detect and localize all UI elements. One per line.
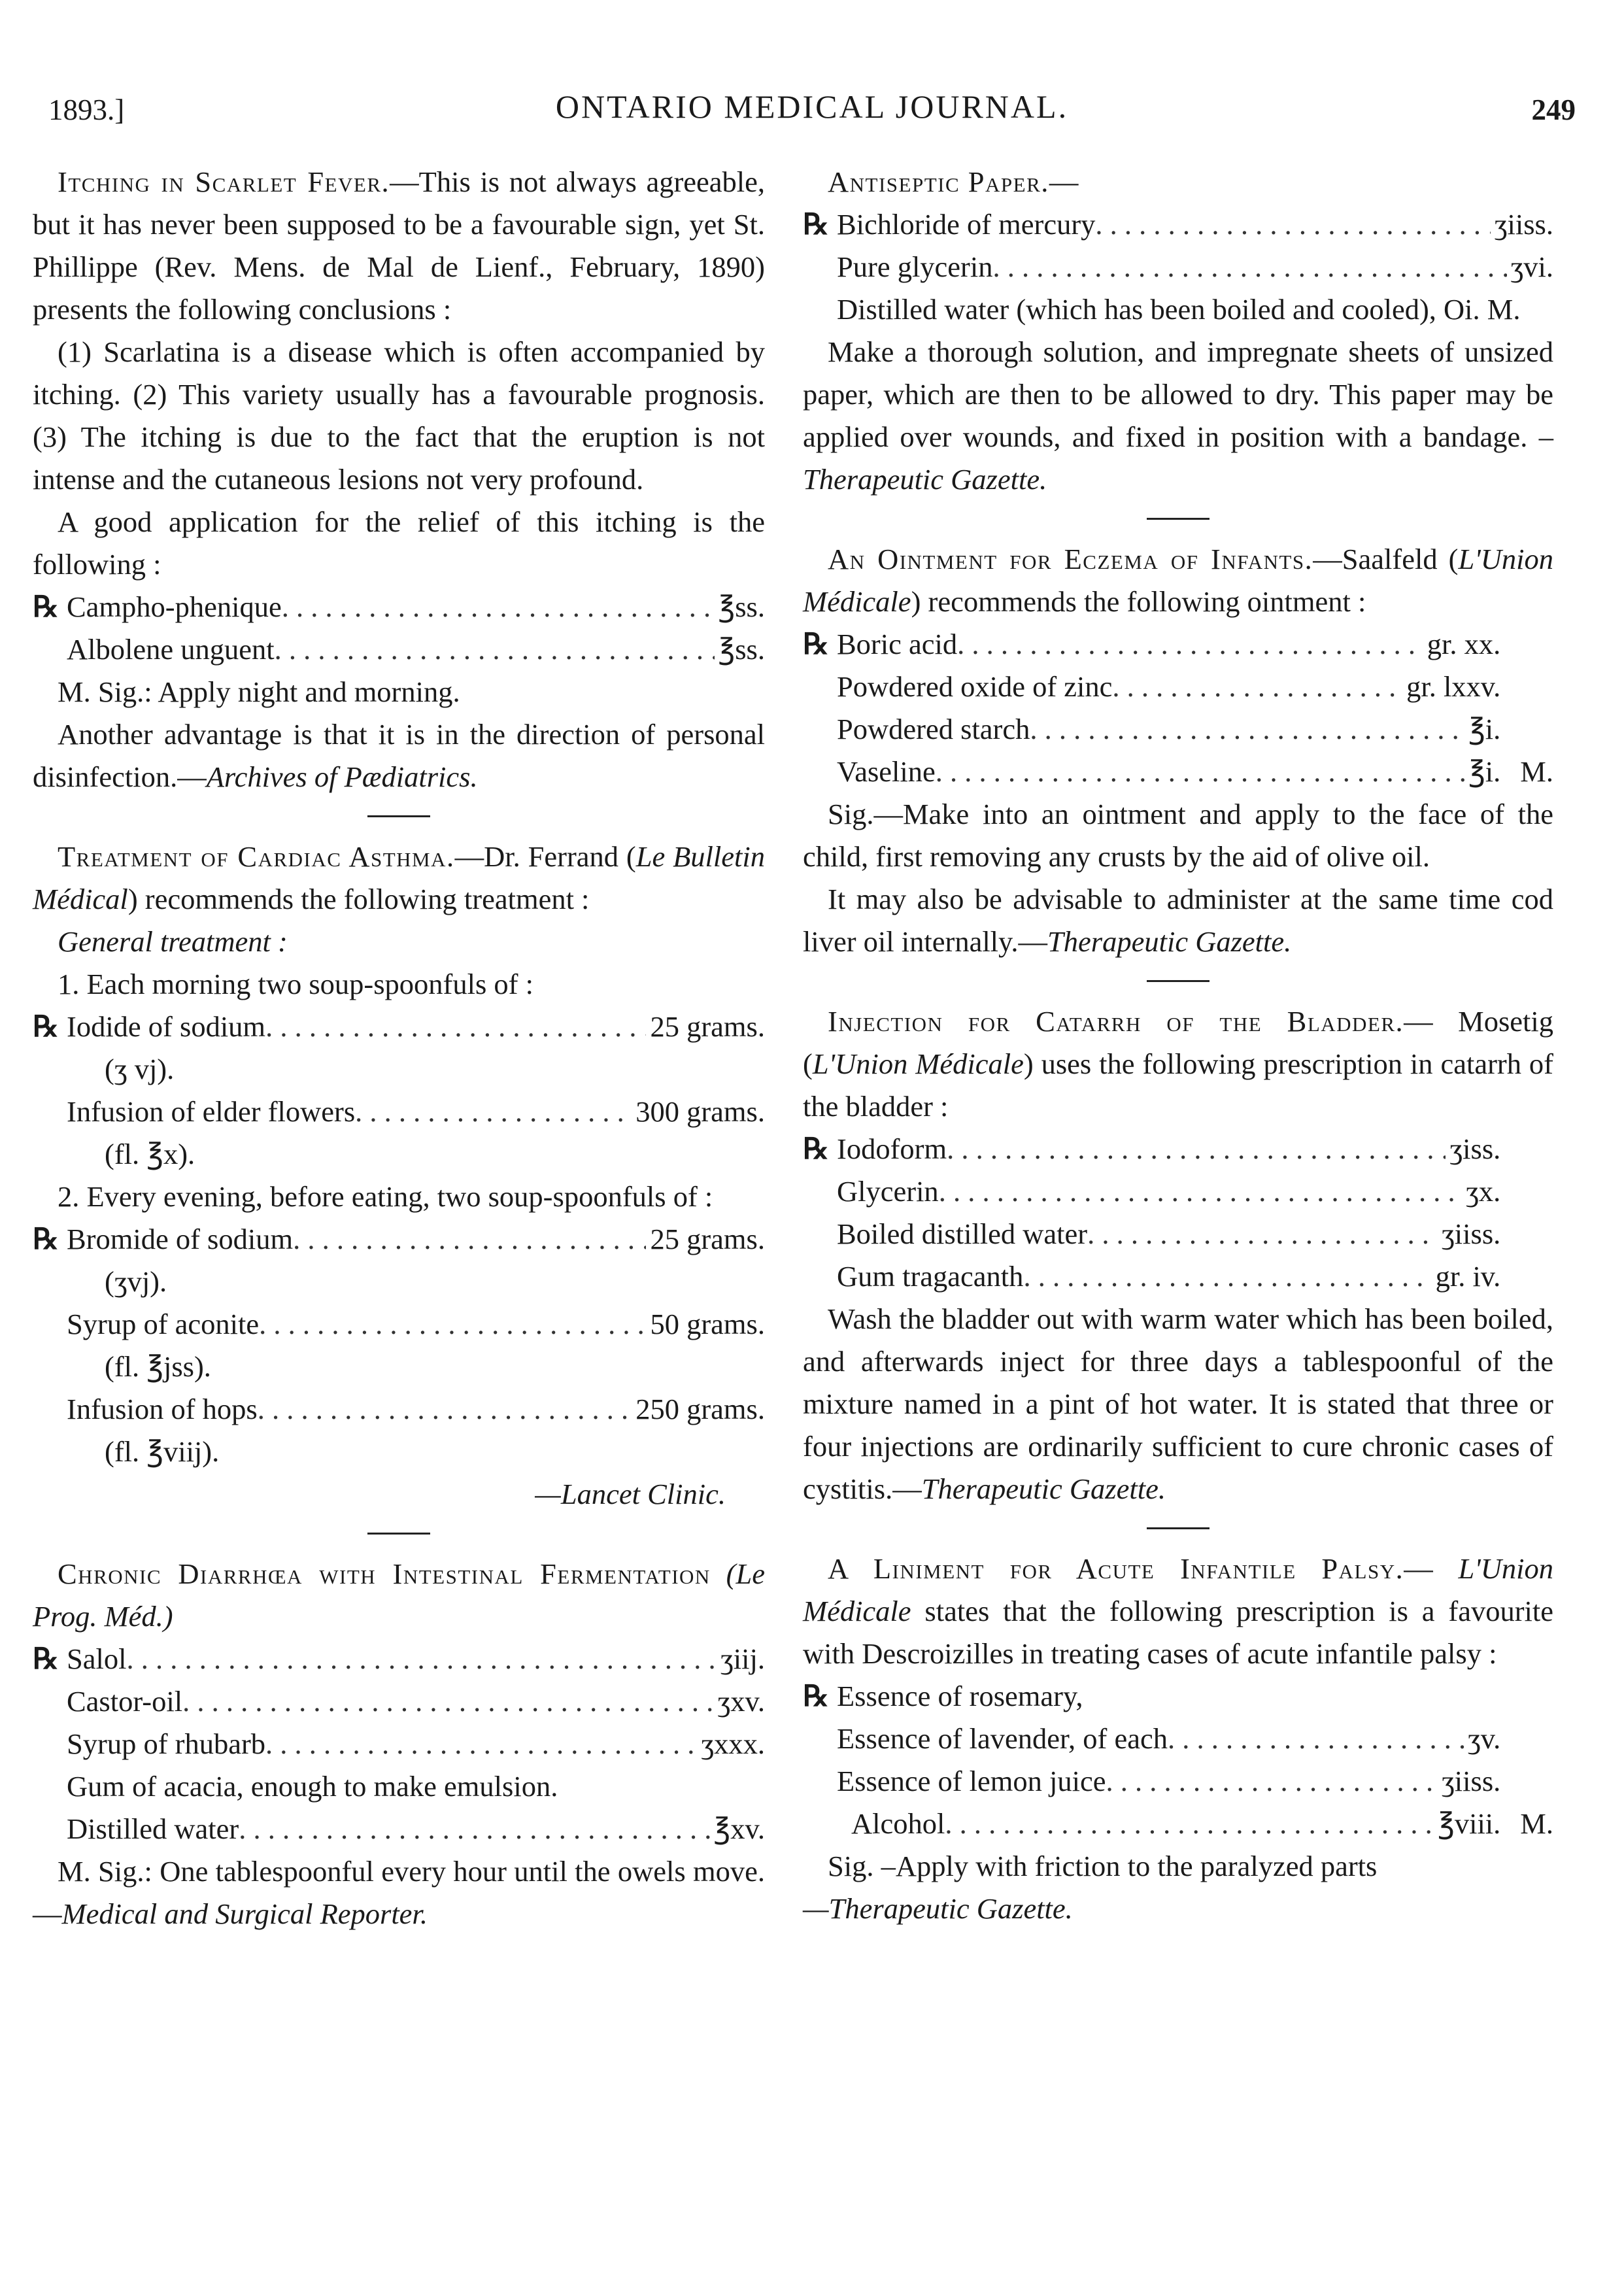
leader-dots [939,1170,1462,1213]
rx-line [803,1675,1553,1718]
rx-ingredient: Gum tragacanth [837,1260,1024,1293]
eczema-sig: Sig.—Make into an ointment and apply to the face of the child, first removing any crusts by the aid of olive oil. [803,798,1553,873]
article-bladder-catarrh [803,1000,1553,1510]
diarrhoea-sig: M. Sig.: One tablespoonful every hour until the owels move.—Medical and Surgical Reporter. [33,1855,765,1930]
article-antiseptic-paper [803,161,1553,501]
catarrh-intro-paragraph: Injection for Catarrh of the Bladder.— Mosetig (L'Union Médicale) uses the following prescription in catarrh of the bladder : [803,1005,1554,1123]
leader-dots [282,586,715,628]
article-title: Antiseptic Paper.— [828,165,1079,198]
rx-line [803,246,1553,288]
leader-dots [1106,1760,1438,1803]
page-number: 249 [1531,93,1576,126]
prescription-symbol: ℞ [803,208,829,241]
paper-title-paragraph [803,161,1553,203]
rx-mix-mark: M. [1520,1807,1553,1840]
leader-dots [945,1803,1434,1845]
rx-dose: ʒiiss. [1442,1217,1501,1250]
rx-line [33,1723,765,1765]
article-title: Itching in Scarlet Fever. [58,165,390,198]
rx-ingredient: Essence of lemon juice [837,1765,1106,1797]
leader-dots [239,1808,709,1850]
prescription-symbol: ℞ [803,1132,829,1165]
rx-line [803,203,1553,246]
leader-dots [293,1218,646,1261]
rx-apothecary-equivalent: (fl. ℥viij). [105,1435,220,1468]
rx-line [803,1760,1553,1803]
leader-dots [1087,1213,1438,1255]
rx-dose: gr. xx. [1427,628,1501,660]
leader-dots [182,1680,713,1723]
journal-reference: (Le Prog. Méd.) [33,1557,765,1633]
itching-conclusions: (1) Scarlatina is a disease which is often accompanied by itching. (2) This variety usually has a favourable prognosis. (3) The itching is due to the fact that the eruption is not intense and the cutaneous lesions not very profound. [33,335,765,496]
source-citation: Therapeutic Gazette. [921,1472,1166,1505]
section-divider [1147,518,1210,520]
rx-ingredient: Essence of rosemary, [837,1680,1083,1712]
article-title: A Liniment for Acute Infantile Palsy.— [828,1552,1434,1585]
rx-ingredient: Syrup of rhubarb [67,1727,266,1760]
itching-closing: Another advantage is that it is in the direction of personal disinfection.—Archives of Pædiatrics. [33,718,765,793]
rx-ingredient: Iodoform [837,1132,947,1165]
leader-dots [258,1388,632,1431]
rx-line [803,1803,1553,1845]
article-itching-scarlet-fever [33,161,765,798]
prescription-symbol: ℞ [803,1680,829,1712]
journal-reference: L'Union Médicale [812,1047,1024,1080]
itching-application: A good application for the relief of this itching is the following : [33,505,765,581]
leader-dots [355,1091,632,1133]
rx-line [33,1006,765,1048]
catarrh-instructions: Wash the bladder out with warm water which has been boiled, and afterwards inject for three days a tablespoonful of the mixture named in a pint of hot water. It is stated that three or four injections are ordinarily sufficient to cure chronic cases of cystitis.—Therapeutic Gazette. [803,1302,1553,1505]
itching-sig: M. Sig.: Apply night and morning. [58,675,460,708]
rx-ingredient: Powdered starch [837,713,1030,745]
leader-dots [947,1128,1446,1170]
article-title: An Ointment for Eczema of Infants. [828,543,1313,575]
rx-dose: gr. lxxv. [1406,670,1501,703]
rx-line [33,1388,765,1431]
rx-mix-mark: M. [1520,755,1553,788]
article-chronic-diarrhoea [33,1553,765,1935]
diarrhoea-title-paragraph [33,1553,765,1638]
header-year: 1893.] [48,93,125,126]
rx-dose: 300 grams. [635,1095,765,1128]
leader-dots [1023,1255,1431,1298]
leader-dots [1168,1718,1464,1760]
section-divider [1147,1527,1210,1529]
rx-line [33,1218,765,1261]
prescription-symbol: ℞ [803,628,829,660]
rx-dose: ℥viii. [1438,1807,1501,1840]
palsy-intro-paragraph: A Liniment for Acute Infantile Palsy.— L'Union Médicale states that the following prescription is a favourite with Descroizilles in treating cases of acute infantile palsy : [803,1552,1553,1670]
rx-dose: ʒiiss. [1494,208,1553,241]
rx-dose: ℥i. [1468,713,1501,745]
rx-line [33,1638,765,1680]
leader-dots [1112,666,1402,708]
rx-line [803,1718,1553,1760]
rx-ingredient: Powdered oxide of zinc [837,670,1113,703]
article-infantile-palsy [803,1548,1553,1930]
rx-apothecary-equivalent: (fl. ℥jss). [105,1350,211,1383]
rx-line [803,1128,1553,1170]
prescription-symbol: ℞ [33,590,59,623]
rx-mix-mark: M. [1487,293,1521,326]
source-citation: Medical and Surgical Reporter. [61,1897,428,1930]
asthma-intro-paragraph: Treatment of Cardiac Asthma.—Dr. Ferrand (Le Bulletin Médical) recommends the following treatment : [33,840,765,915]
rx-ingredient: Campho-phenique [67,590,282,623]
rx-dose: ʒxxx. [701,1727,765,1760]
rx-line [33,586,765,628]
journal-reference: L'Union Médicale [803,543,1553,618]
journal-title: ONTARIO MEDICAL JOURNAL. [555,88,1069,125]
rx-ingredient: Iodide of sodium [67,1010,266,1043]
rx-apothecary-equivalent: (ʒvj). [105,1265,167,1298]
rx-ingredient: Vaseline [837,755,936,788]
rx-ingredient: Distilled water [67,1812,239,1845]
rx-ingredient: Pure glycerin [837,250,993,283]
treatment-step-1: 1. Each morning two soup-spoonfuls of : [58,968,533,1000]
rx-dose: gr. iv. [1435,1260,1501,1293]
rx-ingredient: Boric acid [837,628,958,660]
prescription-symbol: ℞ [33,1223,59,1255]
source-citation: Archives of Pædiatrics. [206,760,478,793]
rx-dose: 25 grams. [650,1223,765,1255]
itching-intro: —This is not always agreeable, but it has never been supposed to be a favourable sign, yet St. Phillippe (Rev. Mens. de Mal de Lienf., February, 1890) presents the following conclusions : [33,165,766,326]
leader-dots [265,1723,697,1765]
rx-ingredient: Salol [67,1642,127,1675]
rx-gum-acacia: Gum of acacia, enough to make emulsion. [67,1770,558,1803]
rx-ingredient: Glycerin [837,1175,939,1208]
leader-dots [259,1303,646,1346]
leader-dots [265,1006,646,1048]
rx-line [33,1680,765,1723]
rx-line [33,1091,765,1133]
rx-apothecary-equivalent: (ʒ vj). [105,1053,175,1085]
page-header [39,73,1585,126]
eczema-advice: It may also be advisable to administer at the same time cod liver oil internally.—Therapeutic Gazette. [803,883,1553,958]
source-citation: —Lancet Clinic. [535,1478,726,1510]
article-eczema-ointment [803,538,1553,963]
rx-dose: ʒiss. [1449,1132,1501,1165]
section-divider [367,1533,430,1535]
rx-apothecary-equivalent: (fl. ℥x). [105,1138,195,1170]
source-citation: —Therapeutic Gazette. [803,1892,1073,1925]
leader-dots [1095,203,1490,246]
rx-ingredient: Boiled distilled water [837,1217,1088,1250]
rx-line [803,666,1553,708]
rx-line [803,1170,1553,1213]
rx-ingredient: Albolene unguent [67,633,275,666]
rx-line [803,1213,1553,1255]
rx-ingredient: Infusion of hops [67,1393,258,1425]
article-title: Treatment of Cardiac Asthma. [58,840,455,873]
rx-dose: ʒiiss. [1442,1765,1501,1797]
rx-ingredient: Infusion of elder flowers [67,1095,356,1128]
section-divider [1147,980,1210,982]
eczema-intro-paragraph: An Ointment for Eczema of Infants.—Saalfeld (L'Union Médicale) recommends the following ointment : [803,543,1553,618]
rx-line [803,1255,1553,1298]
rx-dose: ℥ss. [718,633,765,666]
general-treatment-heading: General treatment : [58,925,288,958]
right-column [803,161,1553,1930]
rx-line [803,751,1553,793]
rx-dose: ℥xv. [713,1812,765,1845]
leader-dots [936,751,1464,793]
rx-dose: ʒx. [1466,1175,1501,1208]
rx-dose: ʒxv. [717,1685,765,1718]
rx-ingredient: Syrup of aconite [67,1308,260,1340]
rx-line [33,1808,765,1850]
leader-dots [126,1638,717,1680]
rx-ingredient: Alcohol [851,1807,945,1840]
rx-dose: 250 grams. [635,1393,765,1425]
rx-dose: ʒv. [1468,1722,1501,1755]
article-cardiac-asthma [33,836,765,1516]
journal-reference: Le Bulletin Médical [33,840,765,915]
leader-dots [993,246,1507,288]
source-citation: Therapeutic Gazette. [1047,925,1292,958]
leader-dots [957,623,1423,666]
prescription-symbol: ℞ [33,1010,59,1043]
rx-distilled-water: Distilled water (which has been boiled and cooled), Oi. M. [837,293,1521,326]
rx-dose: ʒvi. [1510,250,1553,283]
rx-line [803,708,1553,751]
rx-line [33,1303,765,1346]
rx-ingredient: Bichloride of mercury [837,208,1096,241]
rx-dose: 25 grams. [650,1010,765,1043]
article-title: Chronic Diarrhœa with Intestinal Fermentation [58,1557,711,1590]
journal-reference: L'Union Médicale [803,1552,1553,1627]
article-title: Injection for Catarrh of the Bladder.— [828,1005,1434,1038]
rx-ingredient: Bromide of sodium [67,1223,294,1255]
prescription-symbol: ℞ [33,1642,59,1675]
leader-dots [275,628,715,671]
rx-ingredient: Essence of lavender, of each [837,1722,1168,1755]
palsy-sig: Sig. –Apply with friction to the paralyzed parts [828,1850,1378,1882]
rx-dose: ʒiij. [720,1642,765,1675]
source-citation: Therapeutic Gazette. [803,463,1047,496]
rx-dose: ℥ss. [718,590,765,623]
section-divider [367,815,430,817]
rx-dose: 50 grams. [650,1308,765,1340]
itching-intro-paragraph [33,161,765,331]
rx-line [33,628,765,671]
rx-dose: ℥i. [1468,755,1501,788]
paper-instructions: Make a thorough solution, and impregnate sheets of unsized paper, which are then to be allowed to dry. This paper may be applied over wounds, and fixed in position with a bandage. –Therapeutic Gazette. [803,335,1553,496]
treatment-step-2: 2. Every evening, before eating, two soup-spoonfuls of : [58,1180,713,1213]
rx-ingredient: Castor-oil [67,1685,183,1718]
left-column [33,161,765,1935]
leader-dots [1030,708,1464,751]
rx-line [803,623,1553,666]
